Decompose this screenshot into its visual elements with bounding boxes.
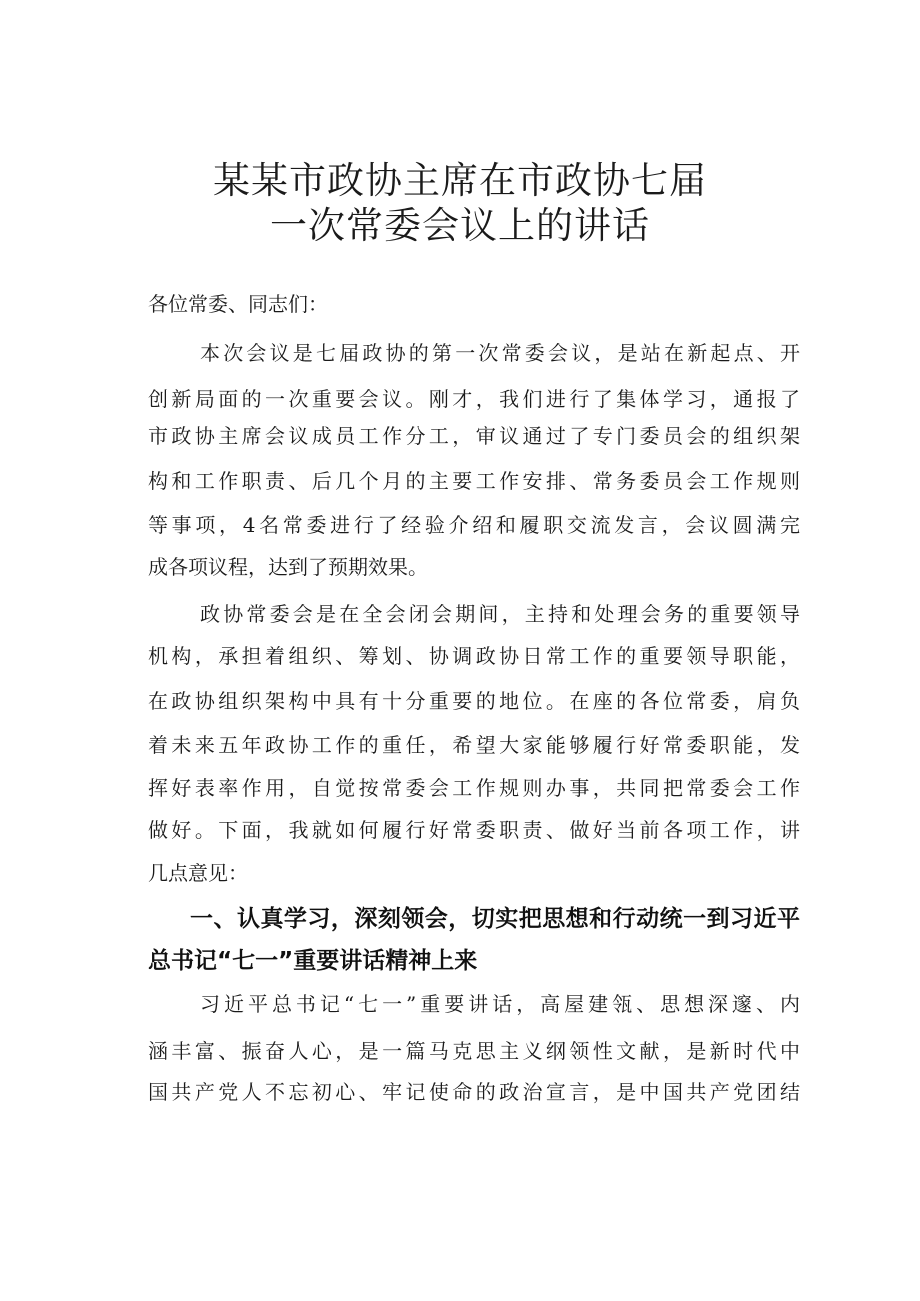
paragraph-2-line: 机构，承担着组织、筹划、协调政协日常工作的重要领导职能， [148,644,800,668]
paragraph-1-line: 等事项，4名常委进行了经验介绍和履职交流发言，会议圆满完 [148,513,800,537]
paragraph-2-line: 做好。下面，我就如何履行好常委职责、做好当前各项工作，讲 [148,818,800,842]
paragraph-2-line: 挥好表率作用，自觉按常委会工作规则办事，共同把常委会工作 [148,776,800,800]
document-title-line-1: 某某市政协主席在市政协七届 [213,159,707,202]
paragraph-1-line: 市政协主席会议成员工作分工，审议通过了专门委员会的组织架 [148,424,800,448]
paragraph-3-line: 涵丰富、振奋人心，是一篇马克思主义纲领性文献，是新时代中 [148,1039,800,1063]
paragraph-2-line: 着未来五年政协工作的重任，希望大家能够履行好常委职能，发 [148,733,800,757]
section-heading-line: 总书记“七一”重要讲话精神上来 [148,948,478,974]
paragraph-1-line: 创新局面的一次重要会议。刚才，我们进行了集体学习，通报了 [148,387,800,411]
salutation: 各位常委、同志们： [148,292,328,316]
paragraph-3-line: 国共产党人不忘初心、牢记使命的政治宣言，是中国共产党团结 [148,1080,800,1104]
document-title-line-2: 一次常委会议上的讲话 [270,204,650,247]
paragraph-1-line: 本次会议是七届政协的第一次常委会议，是站在新起点、开 [200,341,800,365]
paragraph-1-line: 成各项议程，达到了预期效果。 [148,555,428,579]
paragraph-2-line: 政协常委会是在全会闭会期间，主持和处理会务的重要领导 [200,602,800,626]
section-heading-line: 一、认真学习，深刻领会，切实把思想和行动统一到习近平 [190,906,800,932]
paragraph-3-line: 习近平总书记“七一”重要讲话，高屋建瓴、思想深邃、内 [200,992,800,1016]
paragraph-2-line: 在政协组织架构中具有十分重要的地位。在座的各位常委，肩负 [148,689,800,713]
paragraph-1-line: 构和工作职责、后几个月的主要工作安排、常务委员会工作规则 [148,469,800,493]
paragraph-2-line: 几点意见： [148,861,248,885]
